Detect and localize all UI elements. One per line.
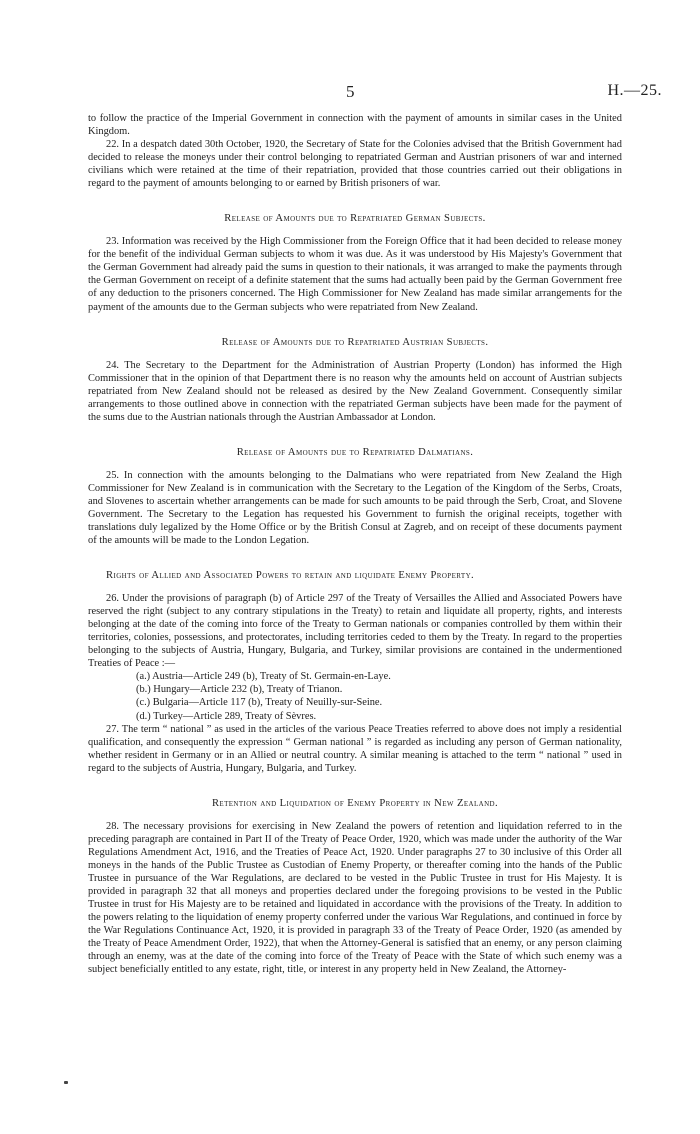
list-item: (b.) Hungary—Article 232 (b), Treaty of Trianon.	[136, 684, 343, 696]
list-item: (c.) Bulgaria—Article 117 (b), Treaty of Neuilly-sur-Seine.	[136, 697, 383, 709]
ink-mark	[64, 1081, 68, 1084]
paragraph-23: 23. Information was received by the High Commissioner from the Foreign Office that it had been decided to release money for the benefit of the individual German subjects to whom it was due. As it was understood by His Majesty's Government that the German Government had already paid the sums in question to their nationals, it was arranged to make the payments through the German Government on receipt of a definite statement that the sums had actually been paid by the German Government free of any deduction to the prisoners concerned. The High Commissioner for New Zealand has made similar arrangements for the payment of the amounts due to the German subjects who were repatriated from New Zealand.	[88, 236, 622, 313]
paragraph-28: 28. The necessary provisions for exercising in New Zealand the powers of retention and liquidation referred to in the preceding paragraph are contained in Part II of the Treaty of Peace Order, 1920, which was made under the authority of the War Regulations Amendment Act, 1916, and the Treaties of Peace Act, 1920. Under paragraphs 27 to 30 inclusive of this Order all moneys in the hands of the Public Trustee as Custodian of Enemy Property, or thereafter coming into the hands of the Public Trustee in pursuance of the War Regulations, are declared to be vested in the Public Trustee in trust for His Majesty. It is provided in paragraph 32 that all moneys and properties declared under the foregoing provisions to be vested in the Public Trustee in trust for His Majesty are to be retained and liquidated in accordance with the provisions of the Treaty. In addition to the powers relating to the liquidation of enemy property conferred under the various War Regulations, and continued in force by the War Regulations Continuance Act, 1920, it is provided in paragraph 33 of the Treaty of Peace Order, 1920 (as amended by the Treaty of Peace Amendment Order, 1922), that when the Attorney-General is satisfied that an enemy, or any person claiming through an enemy, was at the date of the coming into force of the Treaty of Peace with the State of which such enemy was a subject beneficially entitled to any estate, right, title, or interest in any property held in New Zealand, the Attorney-	[88, 820, 622, 976]
heading-austrian-subjects: Release of Amounts due to Repatriated Austrian Subjects.	[221, 336, 489, 348]
heading-allied-powers-rights: Rights of Allied and Associated Powers to retain and liquidate Enemy Property.	[106, 570, 475, 582]
paragraph-22: 22. In a despatch dated 30th October, 1920, the Secretary of State for the Colonies advised that the British Government had decided to release the moneys under their control belonging to repatriated German and Austrian prisoners of war and interned civilians which were retained at the time of their repatriation, provided that those countries carried out their obligations in regard to the payment of amounts belonging to or earned by British prisoners of war.	[88, 139, 622, 190]
page-number: 5	[346, 82, 355, 101]
paragraph-26: 26. Under the provisions of paragraph (b) of Article 297 of the Treaty of Versailles the Allied and Associated Powers have reserved the right (subject to any contrary stipulations in the Treaty) to retain and liquidate all property, rights, and interests belonging at the date of the coming into force of the Treaty to German nationals or companies controlled by them within their territories, colonies, possessions, and protectorates, including territories ceded to them by the Treaty. In regard to the properties belonging to the subjects of Austria, Hungary, Bulgaria, and Turkey, similar provisions are contained in the undermentioned Treaties of Peace :—	[88, 593, 622, 670]
list-item: (d.) Turkey—Article 289, Treaty of Sèvres.	[136, 710, 317, 722]
paragraph-25: 25. In connection with the amounts belonging to the Dalmatians who were repatriated from New Zealand the High Commissioner for New Zealand is in communication with the Secretary to the Legation of the Kingdom of the Serbs, Croats, and Slovenes to ascertain whether arrangements can be made for such amounts to be paid through the Serb, Croat, and Slovene Government. The Secretary to the Legation has requested his Government to furnish the original receipts, together with translations duly legalized by the Home Office or by the British Consul at Zagreb, and on receipt of these documents payment of the amounts will be made to the London Legation.	[88, 469, 622, 547]
heading-retention-liquidation: Retention and Liquidation of Enemy Property in New Zealand.	[211, 797, 499, 809]
document-body	[88, 112, 622, 976]
paragraph-21-continued: to follow the practice of the Imperial Government in connection with the payment of amounts in similar cases in the United Kingdom.	[88, 113, 622, 138]
list-item: (a.) Austria—Article 249 (b), Treaty of St. Germain-en-Laye.	[136, 671, 391, 683]
paragraph-27: 27. The term “ national ” as used in the articles of the various Peace Treaties referred to above does not imply a residential qualification, and consequently the expression “ German national ” is regarded as including any person of German nationality, whether resident in Germany or in an Allied or neutral country. A similar meaning is attached to the term “ national ” used in regard to the subjects of Austria, Hungary, Bulgaria, and Turkey.	[88, 723, 622, 774]
heading-german-subjects: Release of Amounts due to Repatriated German Subjects.	[224, 213, 486, 225]
page-reference: H.—25.	[607, 82, 662, 99]
treaty-list	[88, 670, 622, 722]
paragraph-24: 24. The Secretary to the Department for the Administration of Austrian Property (London) has informed the High Commissioner that in the opinion of that Department there is no reason why the amounts held on account of Austrian subjects repatriated from New Zealand should not be released as desired by the New Zealand Government. Consequently similar arrangements to those outlined above in connection with the repatriated German subjects have been made for the payment of the sums due to the Austrian nationals through the Austrian Ambassador at London.	[88, 359, 622, 423]
heading-dalmatians: Release of Amounts due to Repatriated Dalmatians.	[236, 446, 474, 458]
